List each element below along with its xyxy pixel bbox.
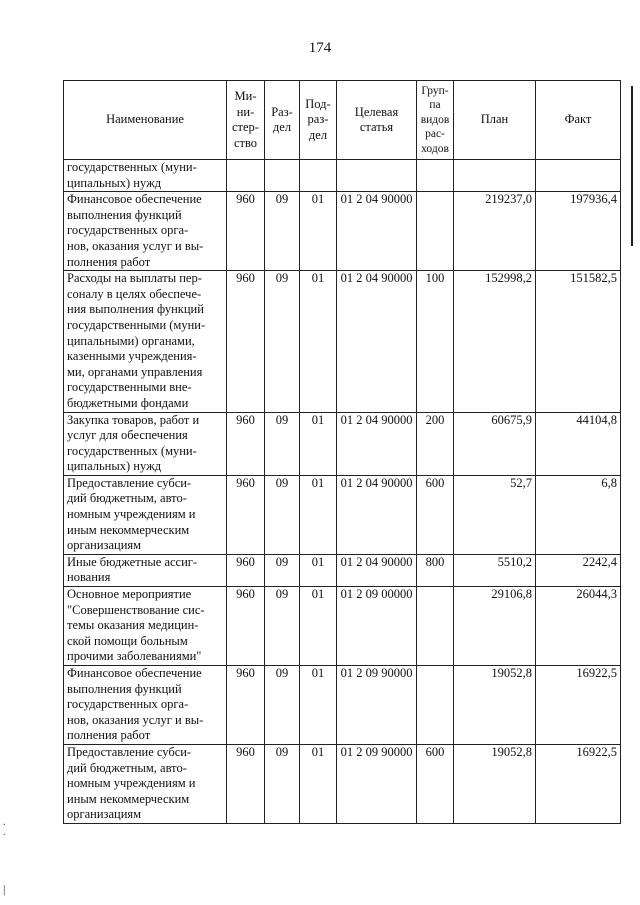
row-target-article: 01 2 09 00000 [337, 587, 417, 666]
row-ministry: 960 [227, 475, 265, 554]
row-ministry: 960 [227, 192, 265, 271]
row-plan: 152998,2 [454, 271, 536, 412]
row-name: Финансовое обеспечение выполнения функций государственных орга- нов, оказания услуг и вы- полнения работ [64, 666, 227, 745]
table-row [64, 160, 621, 192]
row-section: 09 [265, 554, 300, 586]
row-plan: 52,7 [454, 475, 536, 554]
row-name: Предоставление субси- дий бюджетным, авто- номным учреждениям и иным некоммерческим организациям [64, 744, 227, 823]
row-ministry: 960 [227, 412, 265, 475]
row-plan [454, 160, 536, 192]
row-ministry: 960 [227, 271, 265, 412]
header-ministry: Ми- ни- стер- ство [227, 81, 265, 160]
table-row [64, 192, 621, 271]
row-name: Предоставление субси- дий бюджетным, авто- номным учреждениям и иным некоммерческим организациям [64, 475, 227, 554]
row-subsection: 01 [300, 744, 337, 823]
row-ministry: 960 [227, 744, 265, 823]
table-row [64, 271, 621, 412]
header-subsection: Под- раз- дел [300, 81, 337, 160]
row-target-article: 01 2 04 90000 [337, 192, 417, 271]
row-subsection: 01 [300, 666, 337, 745]
row-fact: 2242,4 [536, 554, 621, 586]
table-row [64, 475, 621, 554]
table-header-row [64, 81, 621, 160]
header-name: Наименование [64, 81, 227, 160]
row-plan: 219237,0 [454, 192, 536, 271]
row-section [265, 160, 300, 192]
row-name: Расходы на выплаты пер- соналу в целях обеспече- ния выполнения функций государственными (муни- ципальными) органами, казенными учреждения- ми, органами управления государственными вне- бюджетными фондами [64, 271, 227, 412]
row-subsection: 01 [300, 587, 337, 666]
row-fact: 151582,5 [536, 271, 621, 412]
scan-artifact: | [3, 882, 6, 896]
row-subsection: 01 [300, 554, 337, 586]
margin-mark [631, 86, 637, 246]
row-ministry: 960 [227, 554, 265, 586]
page-number: 174 [308, 40, 332, 56]
row-plan: 60675,9 [454, 412, 536, 475]
row-section: 09 [265, 271, 300, 412]
table-row [64, 744, 621, 823]
row-name: государственных (муни- ципальных) нужд [64, 160, 227, 192]
table-row [64, 412, 621, 475]
row-subsection: 01 [300, 412, 337, 475]
row-fact: 197936,4 [536, 192, 621, 271]
row-plan: 19052,8 [454, 666, 536, 745]
row-ministry: 960 [227, 587, 265, 666]
header-section: Раз- дел [265, 81, 300, 160]
row-name: Закупка товаров, работ и услуг для обеспечения государственных (муни- ципальных) нужд [64, 412, 227, 475]
header-expense-group: Груп- па видов рас- ходов [417, 81, 454, 160]
row-fact: 16922,5 [536, 666, 621, 745]
row-plan: 19052,8 [454, 744, 536, 823]
row-expense-group: 800 [417, 554, 454, 586]
row-target-article [337, 160, 417, 192]
row-plan: 29106,8 [454, 587, 536, 666]
row-section: 09 [265, 192, 300, 271]
row-fact: 16922,5 [536, 744, 621, 823]
row-name: Основное мероприятие "Совершенствование сис- темы оказания медицин- ской помощи больным прочими заболеваниями" [64, 587, 227, 666]
row-fact: 26044,3 [536, 587, 621, 666]
row-expense-group [417, 192, 454, 271]
row-fact: 6,8 [536, 475, 621, 554]
row-section: 09 [265, 666, 300, 745]
row-ministry [227, 160, 265, 192]
table-row [64, 554, 621, 586]
row-target-article: 01 2 04 90000 [337, 554, 417, 586]
scan-artifact: . . [3, 817, 6, 838]
row-expense-group: 200 [417, 412, 454, 475]
row-target-article: 01 2 04 90000 [337, 271, 417, 412]
row-name: Иные бюджетные ассиг- нования [64, 554, 227, 586]
row-subsection: 01 [300, 271, 337, 412]
row-subsection: 01 [300, 192, 337, 271]
row-fact [536, 160, 621, 192]
row-target-article: 01 2 09 90000 [337, 744, 417, 823]
row-fact: 44104,8 [536, 412, 621, 475]
table-row [64, 587, 621, 666]
row-target-article: 01 2 04 90000 [337, 475, 417, 554]
row-section: 09 [265, 412, 300, 475]
row-expense-group [417, 666, 454, 745]
row-plan: 5510,2 [454, 554, 536, 586]
row-target-article: 01 2 04 90000 [337, 412, 417, 475]
row-name: Финансовое обеспечение выполнения функций государственных орга- нов, оказания услуг и вы- полнения работ [64, 192, 227, 271]
row-expense-group [417, 587, 454, 666]
row-ministry: 960 [227, 666, 265, 745]
row-expense-group: 600 [417, 744, 454, 823]
row-section: 09 [265, 475, 300, 554]
row-subsection [300, 160, 337, 192]
row-section: 09 [265, 587, 300, 666]
header-fact: Факт [536, 81, 621, 160]
row-expense-group: 100 [417, 271, 454, 412]
row-expense-group: 600 [417, 475, 454, 554]
table-row [64, 666, 621, 745]
row-section: 09 [265, 744, 300, 823]
budget-table [63, 80, 621, 824]
row-subsection: 01 [300, 475, 337, 554]
row-target-article: 01 2 09 90000 [337, 666, 417, 745]
row-expense-group [417, 160, 454, 192]
header-plan: План [454, 81, 536, 160]
header-target-article: Целевая статья [337, 81, 417, 160]
